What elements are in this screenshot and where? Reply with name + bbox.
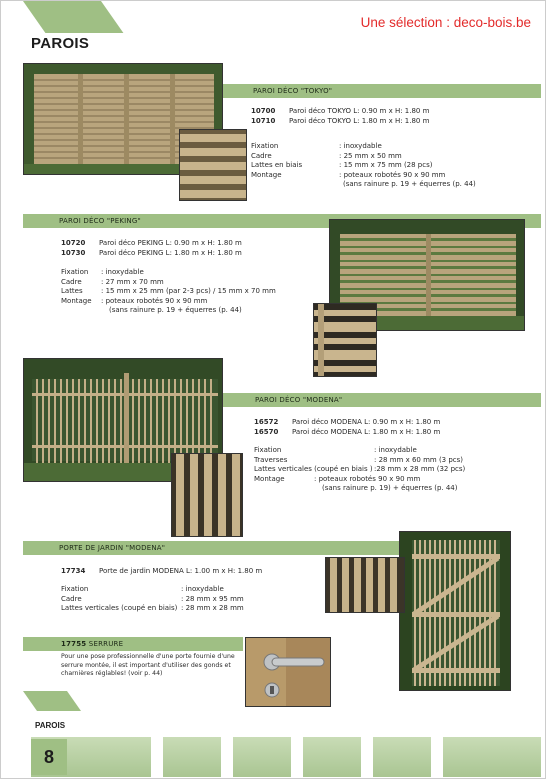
product-row [61,249,242,259]
tokyo-detail-image [180,130,247,201]
spec-label: Montage [254,474,285,483]
product-code: 10710 [251,116,276,125]
product-code: 10720 [61,239,86,247]
footer-stripe [221,737,233,777]
gate-detail-photo [325,557,405,613]
lock-photo [245,637,331,707]
product-code: 10700 [251,107,276,115]
spec-value: : 28 mm x 95 mm [181,594,244,603]
spec-label: Fixation [251,142,279,150]
lock-title: SERRURE [88,640,124,648]
spec-value: : 28 mm x 28 mm [181,604,244,612]
spec-value: : 15 mm x 25 mm (par 2-3 pcs) / 15 mm x 70 mm [101,287,276,295]
spec-label: Fixation [254,446,282,454]
section-title: PAROIS [31,35,90,52]
page-number: 8 [31,739,67,775]
lock-band [23,637,243,651]
peking-detail-image [314,304,377,377]
spec-label: Lattes verticales (coupé en biais) [61,604,178,612]
tokyo-title: PAROI DÉCO "TOKYO" [253,87,333,95]
lock-code: 17755 [61,640,87,648]
gate-detail-image [326,558,405,613]
spec-label: Traverses [254,455,288,464]
peking-specs [61,268,276,316]
spec-value: : poteaux robotés 90 x 90 mm [101,296,208,305]
product-code: 17734 [61,567,86,575]
product-row [254,418,440,428]
spec-label: Montage [251,170,282,179]
product-desc: Paroi déco TOKYO L: 0.90 m x H: 1.80 m [289,107,430,115]
modena-specs [254,446,465,494]
product-desc: Porte de jardin MODENA L: 1.00 m x H: 1.80 m [99,567,263,575]
footer-stripe [151,737,163,777]
footer-section: PAROIS [35,721,66,730]
product-row [254,428,440,438]
spec-value: (sans rainure p. 19 + équerres (p. 44) [109,306,242,314]
footer-stripe [291,737,303,777]
tokyo-detail-photo [179,129,247,201]
spec-label: Cadre [251,151,272,160]
gate-band [23,541,403,555]
spec-label: Fixation [61,585,89,593]
spec-label: Lattes [61,287,83,295]
product-code: 16572 [254,418,279,426]
gate-photo [399,531,511,691]
peking-title: PAROI DÉCO "PEKING" [59,217,141,225]
spec-value: : poteaux robotés 90 x 90 mm [314,474,421,483]
footer-bar [31,737,541,777]
gate-title: PORTE DE JARDIN "MODENA" [59,544,166,552]
product-code: 16570 [254,427,279,436]
gate-specs [61,585,244,614]
spec-value: (sans rainure p. 19) + équerres (p. 44) [322,484,458,492]
spec-label: Lattes verticales (coupé en biais ) [254,465,373,473]
product-desc: Paroi déco MODENA L: 0.90 m x H: 1.80 m [292,418,441,426]
modena-detail-photo [171,453,243,537]
spec-value: : inoxydable [374,446,417,454]
spec-label: Cadre [61,277,82,286]
spec-label: Fixation [61,268,89,276]
tokyo-products [251,107,429,126]
gate-image [400,532,511,691]
spec-value: : poteaux robotés 90 x 90 mm [339,170,446,179]
spec-value: :28 mm x 28 mm (32 pcs) [374,465,466,473]
spec-value: : inoxydable [339,142,382,150]
product-desc: Paroi déco TOKYO L: 1.80 m x H: 1.80 m [289,116,430,125]
spec-value: : inoxydable [101,268,144,276]
spec-label: Lattes en biais [251,161,303,169]
product-desc: Paroi déco PEKING L: 0.90 m x H: 1.80 m [99,239,242,247]
modena-detail-image [172,454,243,537]
spec-value: : 28 mm x 60 mm (3 pcs) [374,455,464,464]
spec-label: Cadre [61,594,82,603]
product-code: 10730 [61,248,86,257]
brand-text: Une sélection : deco-bois.be [360,15,531,30]
footer-tab [23,691,81,711]
spec-value: : 15 mm x 75 mm (28 pcs) [339,161,433,169]
peking-detail-photo [313,303,377,377]
modena-products [254,418,440,437]
product-row [61,567,262,577]
product-row [61,239,242,249]
footer-stripe [361,737,373,777]
product-row [251,107,429,117]
door-handle-icon [246,638,331,707]
product-desc: Paroi déco PEKING L: 1.80 m x H: 1.80 m [99,248,242,257]
tokyo-specs [251,142,476,190]
modena-title: PAROI DÉCO "MODENA" [255,396,343,404]
footer-stripe [431,737,443,777]
gate-products [61,567,262,577]
product-row [251,117,429,127]
product-desc: Paroi déco MODENA L: 1.80 m x H: 1.80 m [292,427,441,436]
spec-label: Montage [61,296,92,305]
header-tab [23,1,123,33]
lock-text: Pour une pose professionnelle d'une porte fournie d'une serrure montée, il est important d'utiliser des gonds et charnières réglables! (voir p. 44) [61,653,235,677]
spec-value: : inoxydable [181,585,224,593]
spec-value: (sans rainure p. 19 + équerres (p. 44) [343,180,476,188]
spec-value: : 25 mm x 50 mm [339,151,402,160]
spec-value: : 27 mm x 70 mm [101,277,164,286]
peking-products [61,239,242,258]
